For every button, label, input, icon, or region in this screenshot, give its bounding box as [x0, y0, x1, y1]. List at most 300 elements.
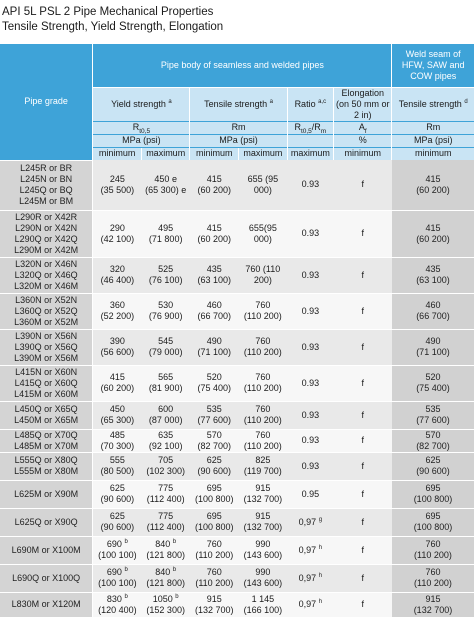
yield-max-cell: [141, 257, 190, 293]
elongation-cell-line: f: [361, 179, 364, 190]
weld-tensile-cell-line: 760: [425, 539, 441, 549]
yield-min-cell-line: 690: [106, 567, 122, 577]
yield-min-cell: [93, 329, 142, 365]
weld-tensile-cell-line: (110 200): [414, 578, 452, 588]
tensile-max-cell-line: 760: [255, 429, 271, 440]
yield-min-cell-line: (90 600): [100, 494, 135, 504]
weld-tensile-cell-line: (82 700): [416, 440, 450, 451]
tensile-min-cell-line: 915: [206, 593, 222, 604]
tensile-min-cell: [190, 329, 239, 365]
grade-cell-line: L690Q or X100Q: [12, 572, 81, 583]
tensile-min-cell-line: (100 800): [195, 494, 234, 504]
yield-min-cell: [93, 508, 142, 536]
grade-cell-line: L320M or X46M: [14, 280, 79, 291]
grade-cell-line: L690M or X100M: [11, 544, 81, 555]
grade-cell: [0, 365, 93, 401]
grade-cell-line: L320N or X46N: [15, 258, 78, 269]
yield-max-cell-line: (87 000): [148, 415, 183, 425]
elongation-cell: [334, 210, 392, 257]
yield-max-cell: [141, 564, 190, 592]
tensile-min-cell: [190, 480, 239, 508]
tensile-min-cell-line: 520: [206, 372, 222, 382]
tensile-max-cell-line: (132 700): [243, 494, 283, 504]
header-pipe-body: Pipe body of seamless and welded pipes: [93, 44, 392, 87]
tensile-min-cell-line: 460: [206, 300, 222, 310]
yield-min-cell-line: (120 400): [98, 604, 137, 615]
yield-max-cell-line: (65 300) e: [145, 184, 187, 195]
yield-max-cell: [141, 429, 190, 452]
weld-tensile-cell-line: (60 200): [416, 233, 450, 244]
weld-tensile-cell-line: (71 100): [416, 347, 450, 357]
tensile-max-cell: [239, 480, 288, 508]
yield-max-cell-line: 600: [158, 404, 174, 414]
tensile-min-cell: [190, 401, 239, 429]
yield-min-cell: [93, 401, 142, 429]
ratio-cell-line: 0.93: [301, 228, 320, 238]
yield-min-cell-line: 320: [109, 264, 125, 274]
yield-max-cell: [141, 452, 190, 480]
grade-cell: [0, 329, 93, 365]
tensile-min-cell-line: (82 700): [197, 440, 232, 451]
grade-cell-line: L625M or X90M: [14, 488, 79, 499]
grade-cell: [0, 257, 93, 293]
yield-min-cell-line: 390: [109, 336, 125, 346]
grade-cell-line: L390M or X56M: [14, 352, 79, 363]
weld-tensile-cell-line: (100 800): [413, 522, 453, 532]
weld-tensile-cell-line: (100 800): [413, 494, 453, 504]
yield-max-cell-line: 635: [158, 429, 174, 440]
tensile-min-cell: [190, 160, 239, 210]
yield-min-cell: [93, 257, 142, 293]
tensile-max-cell: [239, 257, 288, 293]
tensile-max-cell-line: (110 200): [243, 415, 282, 425]
tensile-max-cell: [239, 365, 288, 401]
yield-min-cell-line: (52 200): [100, 311, 135, 321]
elongation-cell-line: f: [361, 228, 364, 238]
ratio-cell-line: 0.93: [301, 460, 320, 471]
yield-min-cell-line: (70 300): [100, 440, 135, 451]
grade-cell: [0, 592, 93, 617]
elongation-cell: [334, 160, 392, 210]
footnote-mark: g: [318, 516, 323, 523]
tensile-min-cell-line: (132 700): [195, 604, 234, 615]
tensile-max-cell-line: 990: [255, 567, 271, 577]
tensile-min-cell-line: 435: [206, 264, 222, 274]
weld-tensile-cell-line: 415: [425, 222, 441, 233]
yield-min-cell-line: 360: [109, 300, 125, 310]
ratio-cell: [287, 452, 333, 480]
grade-cell-line: L245N or BN: [20, 174, 73, 184]
yield-max-cell-line: (92 100): [148, 440, 183, 451]
yield-min-cell-line: 690: [106, 539, 122, 549]
yield-min-cell: [93, 210, 142, 257]
weld-tensile-cell-line: 460: [425, 300, 441, 310]
grade-cell: [0, 480, 93, 508]
tensile-min-cell: [190, 536, 239, 564]
tensile-min-cell-line: 490: [206, 336, 222, 346]
label-yield-max: maximum: [141, 147, 190, 160]
grade-cell-line: L245M or BM: [19, 196, 74, 206]
tensile-min-cell-line: (100 800): [195, 522, 234, 532]
table-row: [0, 429, 474, 452]
header-ratio: Ratio $^{a,c}$: [287, 87, 333, 121]
grade-cell-line: L555Q or X80Q: [14, 455, 78, 465]
weld-tensile-cell: [392, 592, 474, 617]
grade-cell: [0, 508, 93, 536]
yield-min-cell: [93, 160, 142, 210]
header-tensile: Tensile strength $^a$: [190, 87, 287, 121]
grade-cell-line: L320Q or X46Q: [14, 269, 78, 280]
symbol-rt05: $R_{t0,5}$: [93, 121, 190, 134]
tensile-max-cell-line: (143 600): [243, 550, 283, 560]
ratio-cell: [287, 564, 333, 592]
yield-min-cell: [93, 564, 142, 592]
yield-max-cell-line: 705: [158, 455, 174, 465]
yield-max-cell-line: (112 400): [146, 494, 185, 504]
tensile-max-cell: [239, 592, 288, 617]
grade-cell-line: L390Q or X56Q: [14, 341, 78, 352]
table-row: [0, 592, 474, 617]
footnote-mark: b: [124, 539, 128, 545]
elongation-cell-line: f: [361, 460, 364, 471]
table-row: [0, 160, 474, 210]
grade-cell-line: L485M or X70M: [14, 440, 79, 451]
ratio-cell: [287, 293, 333, 329]
yield-max-cell-line: (76 100): [148, 275, 183, 285]
yield-max-cell-line: 840: [155, 567, 171, 577]
grade-cell-line: L290M or X42M: [14, 244, 79, 255]
table-row: [0, 293, 474, 329]
ratio-cell: [287, 365, 333, 401]
footnote-mark: b: [124, 567, 128, 573]
tensile-min-cell-line: 415: [206, 222, 222, 233]
yield-max-cell: [141, 210, 190, 257]
yield-max-cell-line: (112 400): [146, 522, 185, 532]
weld-tensile-cell: [392, 536, 474, 564]
tensile-min-cell-line: (75 400): [197, 383, 232, 393]
grade-cell: [0, 401, 93, 429]
tensile-max-cell-line: 655(95 000): [248, 222, 277, 244]
elongation-cell-line: f: [361, 341, 364, 352]
yield-max-cell-line: (79 000): [148, 347, 183, 357]
elongation-cell-line: f: [361, 516, 364, 527]
yield-max-cell-line: 1050: [152, 593, 173, 604]
yield-max-cell-line: (71 800): [148, 233, 183, 244]
weld-tensile-cell-line: 535: [425, 404, 441, 414]
yield-max-cell: [141, 293, 190, 329]
yield-min-cell-line: (46 400): [100, 275, 135, 285]
yield-min-cell-line: 485: [109, 429, 125, 440]
yield-max-cell-line: (121 800): [146, 578, 185, 588]
yield-min-cell-line: 290: [109, 222, 125, 233]
elongation-cell: [334, 592, 392, 617]
weld-tensile-cell: [392, 365, 474, 401]
weld-tensile-cell: [392, 429, 474, 452]
yield-min-cell-line: (56 600): [100, 347, 135, 357]
header-pipe-grade: Pipe grade: [0, 44, 93, 160]
yield-max-cell-line: (152 300): [146, 604, 185, 615]
elongation-cell: [334, 508, 392, 536]
yield-max-cell-line: 525: [158, 264, 174, 274]
yield-min-cell-line: (90 600): [100, 522, 135, 532]
tensile-max-cell-line: 760: [255, 300, 271, 310]
elongation-cell-line: f: [361, 435, 364, 445]
ratio-cell-line: 0,97: [298, 599, 317, 609]
tensile-max-cell: [239, 536, 288, 564]
symbol-ratio: $R_{t0,5}/R_m$: [287, 121, 333, 134]
yield-max-cell-line: 775: [158, 483, 174, 493]
tensile-min-cell-line: 760: [206, 539, 222, 549]
tensile-min-cell: [190, 429, 239, 452]
tensile-min-cell-line: 415: [206, 173, 222, 184]
weld-tensile-cell-line: (132 700): [413, 604, 453, 615]
grade-cell: [0, 536, 93, 564]
grade-cell: [0, 160, 93, 210]
weld-tensile-cell-line: 695: [425, 511, 441, 521]
weld-tensile-cell-line: 760: [425, 567, 441, 577]
elongation-cell-line: f: [361, 544, 364, 555]
weld-tensile-cell-line: (77 600): [416, 415, 450, 425]
title-line-2: Tensile Strength, Yield Strength, Elongation: [2, 20, 224, 33]
table-row: [0, 257, 474, 293]
yield-min-cell: [93, 365, 142, 401]
grade-cell-line: L360Q or X52Q: [14, 305, 78, 316]
tensile-max-cell-line: (119 700): [243, 466, 282, 476]
ratio-cell-line: 0.93: [301, 409, 320, 420]
tensile-max-cell-line: 990: [255, 539, 271, 549]
ratio-cell-line: 0.93: [301, 179, 320, 190]
weld-tensile-cell: [392, 480, 474, 508]
yield-max-cell-line: 450 e: [154, 173, 177, 184]
weld-tensile-cell-line: (63 100): [416, 275, 450, 285]
weld-tensile-cell: [392, 257, 474, 293]
tensile-min-cell: [190, 293, 239, 329]
footnote-mark: b: [172, 539, 177, 545]
symbol-weld-rm: Rm: [392, 121, 474, 134]
grade-cell-line: L245R or BR: [20, 163, 73, 173]
grade-cell-line: L390N or X56N: [15, 330, 78, 341]
weld-tensile-cell-line: 520: [425, 372, 441, 382]
yield-max-cell: [141, 329, 190, 365]
elongation-cell: [334, 452, 392, 480]
ratio-cell-line: 0.93: [301, 377, 320, 388]
weld-tensile-cell-line: 915: [425, 593, 441, 604]
yield-min-cell-line: 450: [109, 404, 125, 414]
title-line-1: API 5L PSL 2 Pipe Mechanical Properties: [2, 6, 214, 18]
unit-elongation: %: [334, 134, 392, 147]
ratio-cell: [287, 536, 333, 564]
tensile-min-cell-line: 625: [206, 455, 222, 465]
tensile-min-cell-line: 535: [206, 404, 222, 414]
symbol-rm: Rm: [190, 121, 287, 134]
tensile-max-cell-line: 915: [255, 511, 271, 521]
elongation-cell-line: f: [361, 305, 364, 316]
weld-tensile-cell-line: 625: [425, 455, 441, 465]
ratio-cell-line: 0,97: [298, 544, 317, 555]
tensile-max-cell-line: 915: [255, 483, 271, 493]
symbol-af: $A_f$: [334, 121, 392, 134]
tensile-max-cell: [239, 508, 288, 536]
tensile-max-cell-line: (110 200): [243, 440, 282, 451]
weld-tensile-cell: [392, 210, 474, 257]
yield-min-cell-line: 415: [109, 372, 125, 382]
yield-max-cell-line: (81 900): [148, 383, 183, 393]
grade-cell-line: L415M or X60M: [14, 388, 79, 399]
yield-min-cell-line: (100 100): [98, 550, 137, 560]
elongation-cell-line: f: [361, 409, 364, 420]
footnote-mark: h: [318, 572, 323, 579]
tensile-min-cell: [190, 592, 239, 617]
elongation-cell: [334, 257, 392, 293]
ratio-cell-line: 0.93: [301, 341, 320, 352]
grade-cell-line: L555M or X80M: [14, 466, 79, 476]
tensile-min-cell-line: (71 100): [197, 347, 232, 357]
label-ratio-max: maximum: [287, 147, 333, 160]
tensile-min-cell-line: 695: [206, 511, 222, 521]
tensile-min-cell-line: 695: [206, 483, 222, 493]
ratio-cell: [287, 592, 333, 617]
elongation-cell: [334, 401, 392, 429]
weld-tensile-cell-line: 415: [425, 173, 441, 184]
elongation-cell: [334, 429, 392, 452]
yield-min-cell: [93, 592, 142, 617]
ratio-cell-line: 0.93: [301, 305, 320, 316]
table-row: [0, 365, 474, 401]
ratio-cell: [287, 508, 333, 536]
ratio-cell: [287, 329, 333, 365]
grade-cell-line: L360N or X52N: [15, 294, 78, 305]
yield-max-cell-line: 545: [158, 336, 174, 346]
tensile-max-cell-line: 760: [255, 336, 271, 346]
grade-cell-line: L245Q or BQ: [19, 185, 73, 195]
yield-min-cell: [93, 452, 142, 480]
elongation-cell-line: f: [361, 488, 364, 499]
tensile-min-cell: [190, 508, 239, 536]
elongation-cell-line: f: [361, 269, 364, 280]
ratio-cell: [287, 401, 333, 429]
elongation-cell-line: f: [361, 572, 364, 583]
yield-max-cell: [141, 401, 190, 429]
tensile-max-cell-line: 825: [255, 455, 271, 465]
tensile-max-cell: [239, 329, 288, 365]
tensile-min-cell: [190, 210, 239, 257]
footnote-mark: b: [175, 593, 179, 600]
tensile-min-cell: [190, 452, 239, 480]
weld-tensile-cell: [392, 329, 474, 365]
yield-max-cell-line: 530: [158, 300, 174, 310]
weld-tensile-cell-line: (66 700): [416, 311, 450, 321]
tensile-min-cell-line: (66 700): [197, 311, 232, 321]
table-row: [0, 401, 474, 429]
tensile-max-cell: [239, 401, 288, 429]
grade-cell: [0, 564, 93, 592]
grade-cell: [0, 452, 93, 480]
table-row: [0, 536, 474, 564]
tensile-max-cell: [239, 293, 288, 329]
table-row: [0, 480, 474, 508]
ratio-cell: [287, 257, 333, 293]
elongation-cell: [334, 480, 392, 508]
tensile-max-cell: [239, 564, 288, 592]
tensile-max-cell-line: 1 145: [251, 593, 275, 604]
tensile-min-cell-line: (77 600): [197, 415, 232, 425]
weld-tensile-cell: [392, 401, 474, 429]
header-yield: Yield strength $^a$: [93, 87, 190, 121]
ratio-cell-line: 0.93: [301, 435, 320, 445]
tensile-max-cell-line: 760: [255, 404, 271, 414]
label-tensile-max: maximum: [239, 147, 288, 160]
footnote-mark: h: [318, 544, 323, 551]
yield-min-cell-line: (65 300): [100, 415, 135, 425]
tensile-max-cell: [239, 210, 288, 257]
grade-cell-line: L415N or X60N: [15, 366, 78, 377]
yield-min-cell-line: 555: [109, 455, 125, 465]
footnote-mark: b: [124, 593, 128, 600]
yield-max-cell: [141, 536, 190, 564]
table-row: [0, 508, 474, 536]
weld-tensile-cell: [392, 160, 474, 210]
tensile-max-cell: [239, 452, 288, 480]
yield-min-cell: [93, 293, 142, 329]
ratio-cell: [287, 429, 333, 452]
label-tensile-min: minimum: [190, 147, 239, 160]
ratio-cell-line: 0.93: [301, 269, 320, 280]
yield-min-cell-line: (100 100): [98, 578, 137, 588]
table-row: [0, 564, 474, 592]
grade-cell-line: L415Q or X60Q: [14, 377, 78, 388]
weld-tensile-cell: [392, 508, 474, 536]
tensile-min-cell: [190, 257, 239, 293]
yield-max-cell-line: (76 900): [148, 311, 183, 321]
tensile-max-cell-line: (166 100): [243, 604, 283, 615]
tensile-max-cell-line: (110 200): [243, 347, 282, 357]
tensile-min-cell: [190, 564, 239, 592]
yield-min-cell: [93, 480, 142, 508]
tensile-min-cell-line: (60 200): [197, 184, 232, 195]
grade-cell-line: L290Q or X42Q: [14, 233, 78, 244]
yield-max-cell-line: 565: [158, 372, 174, 382]
tensile-min-cell-line: (110 200): [195, 550, 234, 560]
ratio-cell: [287, 160, 333, 210]
elongation-cell: [334, 329, 392, 365]
tensile-min-cell-line: (60 200): [197, 233, 232, 244]
tensile-max-cell: [239, 429, 288, 452]
table-row: [0, 329, 474, 365]
tensile-max-cell-line: (143 600): [243, 578, 283, 588]
elongation-cell-line: f: [361, 377, 364, 388]
weld-tensile-cell-line: (110 200): [414, 550, 452, 560]
header-weld-seam: Weld seam of HFW, SAW and COW pipes: [392, 44, 474, 87]
grade-cell-line: L450M or X65M: [14, 415, 79, 425]
grade-cell: [0, 293, 93, 329]
weld-tensile-cell: [392, 293, 474, 329]
ratio-cell-line: 0,97: [298, 516, 317, 527]
yield-max-cell: [141, 365, 190, 401]
yield-max-cell-line: (121 800): [146, 550, 185, 560]
yield-min-cell: [93, 536, 142, 564]
tensile-min-cell-line: (110 200): [195, 578, 234, 588]
elongation-cell-line: f: [361, 599, 364, 609]
table-row: [0, 210, 474, 257]
yield-min-cell: [93, 429, 142, 452]
header-elongation: Elongation (on 50 mm or 2 in): [334, 87, 392, 121]
yield-max-cell-line: 775: [158, 511, 174, 521]
grade-cell-line: L360M or X52M: [14, 316, 79, 327]
yield-max-cell: [141, 160, 190, 210]
elongation-cell: [334, 365, 392, 401]
mechanical-properties-table: [0, 44, 474, 618]
weld-tensile-cell-line: 435: [425, 264, 441, 274]
